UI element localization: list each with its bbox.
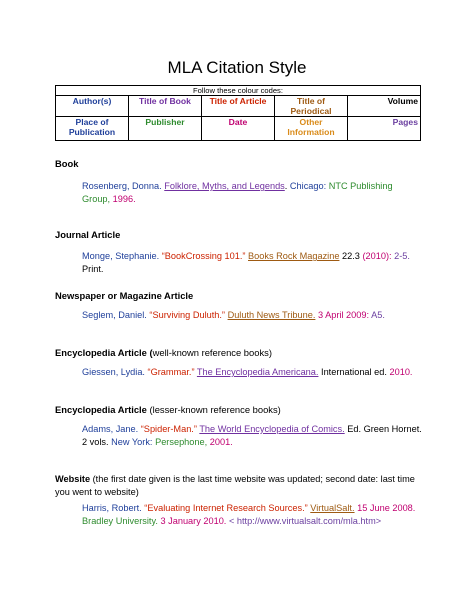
- citation-site-title: VirtualSalt.: [310, 503, 355, 513]
- citation-pages: 2-5.: [394, 251, 410, 261]
- code-place-of-publication: Place of Publication: [56, 117, 129, 141]
- citation-book: [82, 180, 422, 206]
- citation-other: Ed. Green Hornet. 2 vols.: [82, 424, 422, 447]
- citation-other: Print.: [82, 264, 104, 274]
- citation-date: 15 June 2008.: [357, 503, 416, 513]
- section-heading-text: Encyclopedia Article (: [55, 347, 153, 358]
- section-heading-note: (the first date given is the last time website was updated; second date: last time you went to website): [55, 474, 415, 497]
- code-pages: Pages: [348, 117, 421, 141]
- citation-author: Harris, Robert.: [82, 503, 142, 513]
- page-title: MLA Citation Style: [167, 58, 307, 77]
- citation-url-link[interactable]: < http://www.virtualsalt.com/mla.htm>: [228, 516, 382, 526]
- section-heading-journal: Journal Article: [55, 229, 121, 240]
- citation-article-title: “Spider-Man.”: [140, 424, 197, 434]
- citation-author: Adams, Jane.: [82, 424, 139, 434]
- colour-table-row: [56, 96, 421, 117]
- citation-journal: [82, 250, 422, 276]
- code-title-of-periodical: Title of Periodical: [275, 96, 348, 117]
- citation-publisher: Bradley University.: [82, 516, 158, 526]
- citation-periodical: Books Rock Magazine: [248, 251, 340, 261]
- code-publisher: Publisher: [129, 117, 202, 141]
- citation-book-title: The Encyclopedia Americana.: [196, 367, 319, 377]
- code-volume: Volume: [348, 96, 421, 117]
- section-heading-text: Website: [55, 474, 91, 484]
- citation-publisher: Persephone,: [155, 437, 208, 447]
- section-heading-website: [55, 473, 425, 499]
- section-heading-encyclopedia-lesser-known: [55, 404, 281, 415]
- code-other-information: Other Information: [275, 117, 348, 141]
- citation-volume: 22.3: [342, 251, 360, 261]
- section-heading-note: well-known reference books): [152, 347, 272, 358]
- section-heading-encyclopedia-well-known: [55, 347, 272, 358]
- citation-periodical: Duluth News Tribune.: [227, 310, 316, 320]
- citation-article-title: “Evaluating Internet Research Sources.”: [144, 503, 308, 513]
- citation-date: 3 April 2009:: [317, 310, 370, 320]
- citation-encyclopedia-well-known: [82, 366, 422, 379]
- citation-date: 3 January 2010.: [160, 516, 227, 526]
- citation-author: Monge, Stephanie.: [82, 251, 160, 261]
- citation-date: 1996.: [112, 194, 136, 204]
- citation-book-title: Folklore, Myths, and Legends: [164, 181, 285, 191]
- code-title-of-article: Title of Article: [202, 96, 275, 117]
- colour-table-header: Follow these colour codes:: [56, 86, 421, 96]
- citation-date: 2001.: [209, 437, 233, 447]
- section-heading-text: Encyclopedia Article: [55, 404, 147, 415]
- code-author: Author(s): [56, 96, 129, 117]
- citation-date: 2010.: [389, 367, 413, 377]
- citation-author: Rosenberg, Donna.: [82, 181, 162, 191]
- citation-place: New York:: [111, 437, 153, 447]
- citation-other: International ed.: [321, 367, 387, 377]
- citation-article-title: “BookCrossing 101.”: [161, 251, 246, 261]
- citation-publisher: NTC Publishing Group,: [82, 181, 393, 204]
- colour-table-row: [56, 117, 421, 141]
- colour-code-table: [55, 85, 421, 141]
- citation-place: Chicago:: [289, 181, 327, 191]
- citation-article-title: “Surviving Duluth.”: [149, 310, 225, 320]
- section-heading-book: Book: [55, 158, 79, 169]
- citation-encyclopedia-lesser-known: [82, 423, 422, 449]
- code-date: Date: [202, 117, 275, 141]
- citation-date: (2010):: [362, 251, 392, 261]
- citation-pages: A5.: [371, 310, 385, 320]
- citation-author: Seglem, Daniel.: [82, 310, 147, 320]
- citation-author: Giessen, Lydia.: [82, 367, 145, 377]
- citation-book-title: The World Encyclopedia of Comics.: [199, 424, 345, 434]
- section-heading-note: (lesser-known reference books): [149, 404, 281, 415]
- citation-article-title: “Grammar.”: [147, 367, 195, 377]
- citation-website: [82, 502, 422, 528]
- citation-newspaper: [82, 309, 422, 322]
- section-heading-newspaper: Newspaper or Magazine Article: [55, 290, 194, 301]
- code-title-of-book: Title of Book: [129, 96, 202, 117]
- citation-separator: .: [284, 181, 288, 191]
